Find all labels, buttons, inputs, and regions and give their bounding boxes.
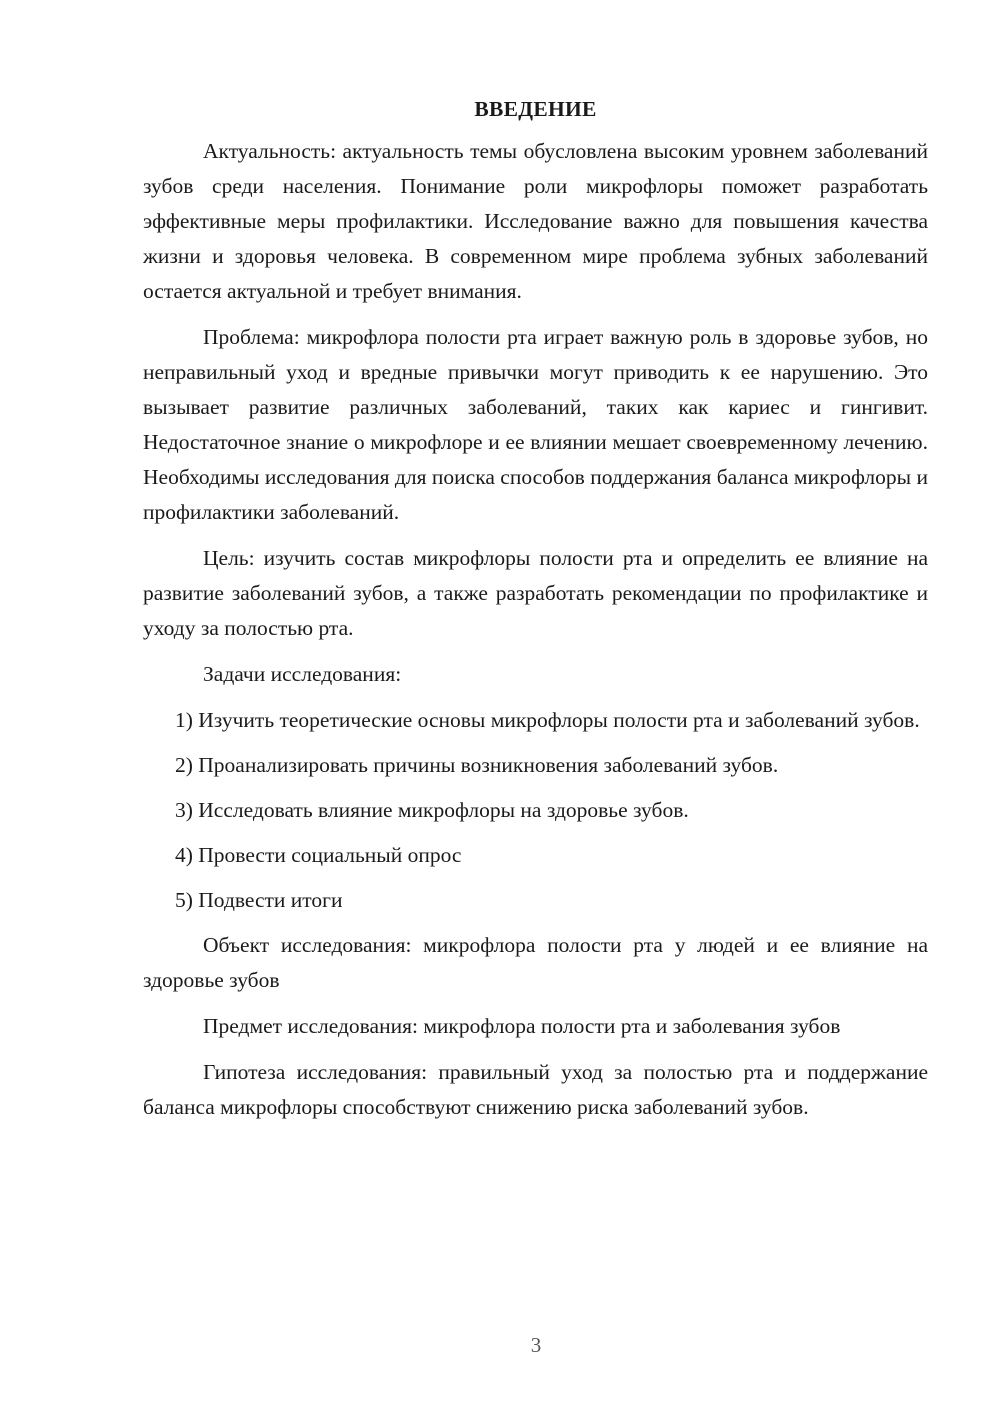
problem-paragraph: Проблема: микрофлора полости рта играет важную роль в здоровье зубов, но неправильный уход и вредные привычки могут приводить к ее нарушению. Это вызывает развитие различных заболеваний, таких как кариес и гингивит. Недостаточное знание о микрофлоре и ее влиянии мешает своевременному лечению. Необходимы исследования для поиска способов поддержания баланса микрофлоры и профилактики заболеваний.: [143, 325, 928, 524]
goal-paragraph: Цель: изучить состав микрофлоры полости рта и определить ее влияние на развитие заболеваний зубов, а также разработать рекомендации по профилактике и уходу за полостью рта.: [143, 546, 928, 640]
subject-paragraph: Предмет исследования: микрофлора полости рта и заболевания зубов: [203, 1014, 841, 1038]
hypothesis-paragraph: Гипотеза исследования: правильный уход за полостью рта и поддержание баланса микрофлоры способствуют снижению риска заболеваний зубов.: [143, 1060, 928, 1119]
relevance-paragraph: Актуальность: актуальность темы обусловлена высоким уровнем заболеваний зубов среди населения. Понимание роли микрофлоры поможет разработать эффективные меры профилактики. Исследование важно для повышения качества жизни и здоровья человека. В современном мире проблема зубных заболеваний остается актуальной и требует внимания.: [143, 139, 928, 303]
object-paragraph: Объект исследования: микрофлора полости рта у людей и ее влияние на здоровье зубов: [143, 933, 928, 992]
task-item: 2) Проанализировать причины возникновения заболеваний зубов.: [175, 753, 779, 777]
document-page: [143, 92, 928, 1136]
task-item: 5) Подвести итоги: [175, 888, 343, 912]
task-item: 4) Провести социальный опрос: [175, 843, 462, 867]
page-number: 3: [530, 1333, 542, 1357]
task-item: 1) Изучить теоретические основы микрофлоры полости рта и заболеваний зубов.: [175, 708, 920, 732]
tasks-heading: Задачи исследования:: [203, 662, 402, 686]
task-item: 3) Исследовать влияние микрофлоры на здоровье зубов.: [175, 798, 689, 822]
page-title: ВВЕДЕНИЕ: [474, 97, 597, 121]
